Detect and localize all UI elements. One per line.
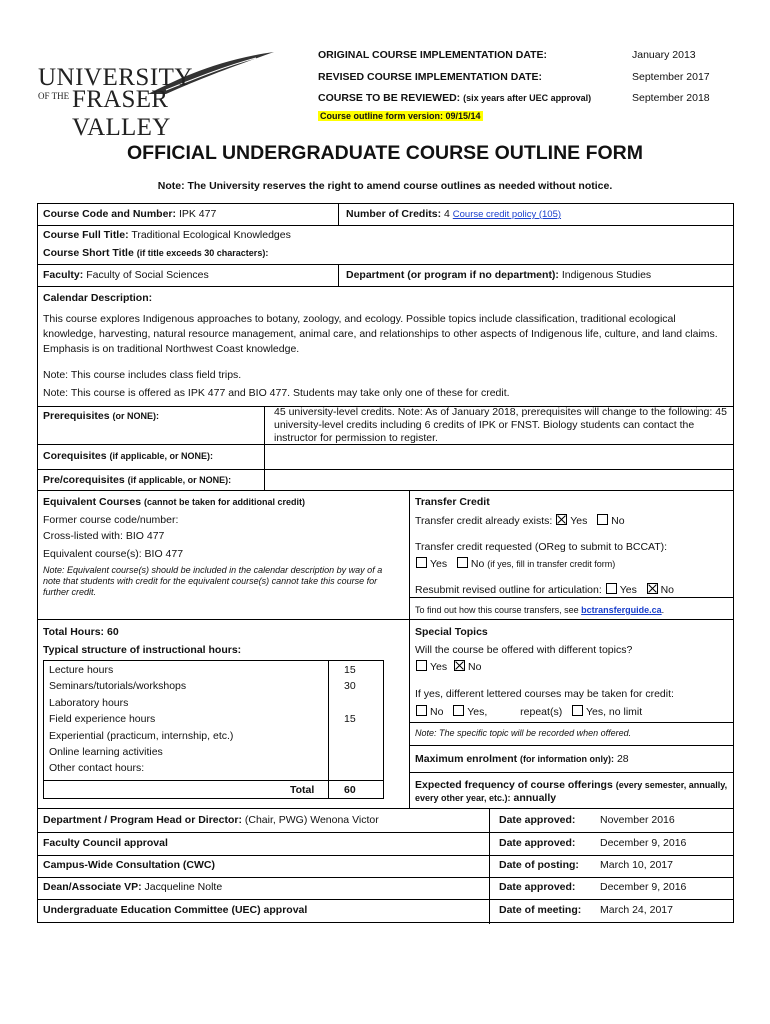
hours-row-label: Seminars/tutorials/workshops: [49, 680, 187, 692]
header-label: REVISED COURSE IMPLEMENTATION DATE:: [318, 71, 543, 83]
department-field: Department (or program if no department): Indigenous Studies: [346, 269, 652, 281]
approval-date-label: Date approved:: [499, 814, 576, 826]
prerequisites-value: 45 university-level credits. Note: As of January 2018, prerequisites will change to the following: 45 university-level credits including 6 credits of IPK or FNST. Biology students can contact the instructor for permission to register.: [274, 406, 727, 444]
hours-table: [43, 660, 384, 799]
transfer-requested-no-checkbox[interactable]: [457, 557, 468, 568]
approval-date-value: November 2016: [600, 814, 675, 826]
hours-row-label: Experiential (practicum, internship, etc.): [49, 730, 234, 742]
credits-field: Number of Credits: 4 Course credit policy (105): [346, 208, 562, 220]
course-outline-form: [37, 203, 734, 923]
transfer-guide-row: To find out how this course transfers, see bctransferguide.ca.: [415, 605, 665, 615]
equivalent-note: Note: Equivalent course(s) should be included in the calendar description by way of a note that students with credit for the equivalent course(s) cannot take this course for further credit.: [43, 565, 383, 597]
resubmit-no-checkbox[interactable]: [647, 583, 658, 594]
transfer-requested-label: Transfer credit requested (OReg to submit to BCCAT):: [415, 541, 668, 553]
hours-row-value: 30: [344, 680, 356, 692]
different-topics-row: Yes No: [415, 660, 481, 673]
lettered-no-checkbox[interactable]: [416, 705, 427, 716]
full-title-field: Course Full Title: Traditional Ecological Knowledges: [43, 229, 291, 241]
logo-fraser-valley: FRASER VALLEY: [72, 86, 171, 141]
transfer-requested-yes-checkbox[interactable]: [416, 557, 427, 568]
approval-date-value: December 9, 2016: [600, 837, 687, 849]
prerequisites-label: Prerequisites (or NONE):: [43, 410, 159, 422]
approval-faculty-council: Faculty Council approval: [43, 837, 168, 849]
hours-row-label: Field experience hours: [49, 713, 156, 725]
lettered-courses-label: If yes, different lettered courses may be taken for credit:: [415, 688, 674, 700]
transfer-requested-row: Yes No (if yes, fill in transfer credit form): [415, 557, 615, 570]
header-value: September 2018: [632, 92, 710, 104]
approval-cwc: Campus-Wide Consultation (CWC): [43, 859, 215, 871]
transfer-exists-row: Transfer credit already exists: Yes No: [415, 515, 625, 527]
calendar-note-field-trips: Note: This course includes class field trips.: [43, 369, 242, 381]
page-title: OFFICIAL UNDERGRADUATE COURSE OUTLINE FORM: [126, 142, 644, 164]
hours-row-value: 15: [344, 664, 356, 676]
header-review-date: [318, 92, 718, 108]
resubmit-yes-checkbox[interactable]: [606, 583, 617, 594]
lettered-courses-row: No Yes, repeat(s) Yes, no limit: [415, 705, 642, 718]
calendar-label: Calendar Description:: [43, 292, 153, 304]
header-label: COURSE TO BE REVIEWED: (six years after UEC approval): [318, 92, 592, 104]
total-hours-field: Total Hours: 60: [43, 626, 119, 638]
former-course-field: Former course code/number:: [43, 514, 179, 526]
different-topics-no-checkbox[interactable]: [454, 660, 465, 671]
hours-row-label: Other contact hours:: [49, 762, 145, 774]
calendar-description: This course explores Indigenous approaches to botany, zoology, and ecology. Possible topics include classification, traditional ecological knowledge, harvesting, natural resource management, animal care, and relationships to other aspects of Indigenous life, culture, and land claims. Emphasis is on traditional Northwest Coast knowledge.: [43, 313, 718, 355]
hours-structure-label: Typical structure of instructional hours:: [43, 644, 242, 656]
cross-listed-field: Cross-listed with: BIO 477: [43, 530, 165, 542]
logo-of-the: OF THE: [38, 91, 70, 101]
credit-policy-link[interactable]: Course credit policy (105): [452, 209, 562, 220]
form-version-badge: Course outline form version: 09/15/14: [320, 111, 481, 121]
transfer-exists-no-checkbox[interactable]: [597, 514, 608, 525]
logo-university: UNIVERSITY: [38, 64, 193, 91]
max-enrolment-field: Maximum enrolment (for information only): 28: [415, 753, 629, 765]
corequisites-label: Corequisites (if applicable, or NONE):: [43, 450, 214, 462]
faculty-field: Faculty: Faculty of Social Sciences: [43, 269, 209, 281]
approval-dept-head: Department / Program Head or Director: (Chair, PWG) Wenona Victor: [43, 814, 379, 826]
hours-total-value: 60: [344, 784, 356, 796]
approval-uec: Undergraduate Education Committee (UEC) approval: [43, 904, 308, 916]
short-title-field: Course Short Title (if title exceeds 30 characters):: [43, 247, 269, 259]
resubmit-row: Resubmit revised outline for articulation: Yes No: [415, 584, 675, 596]
approval-date-label: Date of meeting:: [499, 904, 582, 916]
different-topics-yes-checkbox[interactable]: [416, 660, 427, 671]
hours-row-label: Laboratory hours: [49, 697, 129, 709]
special-topic-note: Note: The specific topic will be recorded when offered.: [415, 728, 632, 738]
approval-date-value: March 24, 2017: [600, 904, 673, 916]
hours-total-label: Total: [290, 784, 315, 796]
equivalent-courses-label: Equivalent Courses (cannot be taken for additional credit): [43, 496, 305, 508]
offering-frequency-field: Expected frequency of course offerings (every semester, annually, every other year, etc.): annually: [415, 779, 728, 804]
header-revised-date: [318, 71, 718, 87]
lettered-no-limit-checkbox[interactable]: [572, 705, 583, 716]
amend-note: Note: The University reserves the right to amend course outlines as needed without notice.: [157, 180, 613, 192]
approval-date-label: Date approved:: [499, 881, 576, 893]
approval-dean: Dean/Associate VP: Jacqueline Nolte: [43, 881, 223, 893]
transfer-exists-yes-checkbox[interactable]: [556, 514, 567, 525]
hours-row-label: Online learning activities: [49, 746, 163, 758]
hours-row-label: Lecture hours: [49, 664, 114, 676]
approval-date-value: March 10, 2017: [600, 859, 673, 871]
equivalent-course-field: Equivalent course(s): BIO 477: [43, 548, 184, 560]
course-code-field: Course Code and Number: IPK 477: [43, 208, 217, 220]
bctransferguide-link[interactable]: bctransferguide.ca: [581, 605, 662, 615]
lettered-yes-checkbox[interactable]: [453, 705, 464, 716]
special-topics-label: Special Topics: [415, 626, 488, 638]
approval-date-value: December 9, 2016: [600, 881, 687, 893]
calendar-note-cross-listing: Note: This course is offered as IPK 477 and BIO 477. Students may take only one of these for credit.: [43, 387, 510, 399]
transfer-credit-label: Transfer Credit: [415, 496, 490, 508]
approval-date-label: Date approved:: [499, 837, 576, 849]
different-topics-label: Will the course be offered with different topics?: [415, 644, 633, 656]
header-label: ORIGINAL COURSE IMPLEMENTATION DATE:: [318, 49, 548, 61]
hours-row-value: 15: [344, 713, 356, 725]
header-value: January 2013: [632, 49, 696, 61]
approval-date-label: Date of posting:: [499, 859, 579, 871]
header-value: September 2017: [632, 71, 710, 83]
precorequisites-label: Pre/corequisites (if applicable, or NONE):: [43, 474, 232, 486]
header-original-date: [318, 49, 718, 65]
university-logo: [36, 50, 246, 141]
